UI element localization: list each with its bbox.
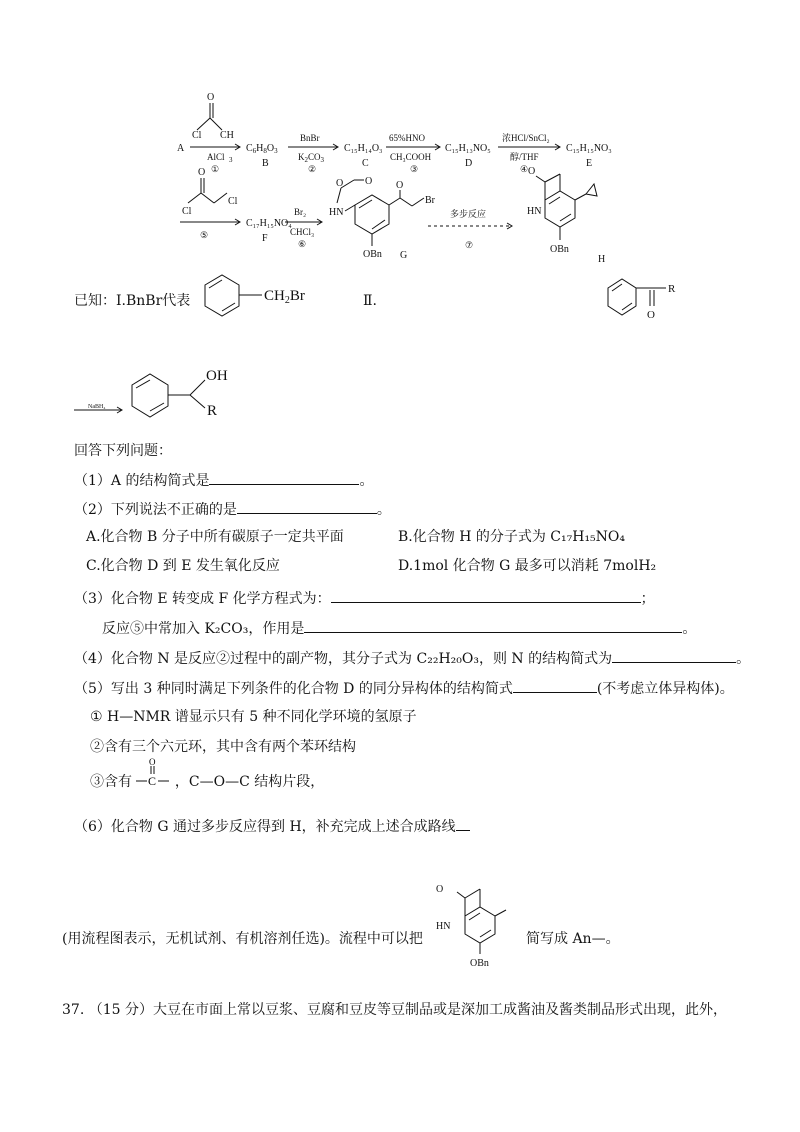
condition-3	[90, 758, 325, 791]
route-note-tail: 简写成 An—。	[526, 931, 620, 947]
oh-label: OH	[206, 368, 228, 384]
bond	[345, 205, 355, 211]
option-c: C.化合物 D 到 E 发生氧化反应	[86, 558, 280, 574]
thf-label: 醇/THF	[510, 152, 539, 162]
carbonyl-fragment	[136, 758, 170, 788]
step-number-4: ④	[520, 164, 529, 174]
condition-2: ②含有三个六元环，其中含有两个苯环结构	[90, 739, 356, 755]
h-benzene-ring	[545, 191, 575, 227]
hno3-label: 65%HNO	[389, 133, 425, 143]
g-benzene-ring	[355, 195, 389, 234]
question-3-text: （3）化合物 E 转变成 F 化学方程式为：	[74, 591, 331, 607]
oxygen-label: O	[528, 166, 536, 177]
oxygen-label: O	[207, 92, 215, 103]
r-label: R	[207, 403, 218, 419]
punct: ；	[640, 591, 655, 607]
bond	[190, 395, 205, 408]
option-d: D.1mol 化合物 G 最多可以消耗 7molH₂	[398, 558, 657, 574]
an-benzene-ring	[465, 907, 495, 943]
compound-e-formula: C₁₅H₁₅NO₃	[566, 143, 612, 154]
epoxide-ring	[586, 184, 597, 196]
condition-3-prefix: ③含有	[90, 774, 132, 790]
question-2-text: （2）下列说法不正确的是	[74, 502, 237, 518]
answer-blank-5[interactable]	[513, 678, 597, 693]
bond	[389, 198, 400, 205]
bond	[214, 193, 227, 203]
k2co3-label: $K_2CO_3$	[298, 152, 325, 164]
punct: 。	[736, 651, 751, 667]
bond	[201, 193, 214, 203]
bnbr-label: BnBr	[300, 133, 320, 143]
step-number-2: ②	[308, 164, 317, 174]
compound-c-label: C	[362, 158, 369, 169]
bond	[469, 913, 480, 920]
compound-e-label: E	[586, 158, 593, 169]
subscript: 3	[229, 156, 233, 164]
bond	[400, 198, 412, 206]
oxygen-label: O	[365, 176, 373, 187]
answer-blank-1[interactable]	[209, 470, 359, 485]
option-b: B.化合物 H 的分子式为 C₁₇H₁₅NO₄	[398, 529, 626, 545]
question-4	[74, 648, 750, 668]
br-label: Br	[425, 195, 435, 206]
an-fragment-structure	[430, 876, 520, 976]
bond	[480, 930, 491, 937]
punct: 。	[359, 473, 374, 489]
route-note: (用流程图表示，无机试剂、有机溶剂任选)。流程中可以把	[62, 931, 423, 947]
bond	[210, 118, 222, 130]
answer-blank-2[interactable]	[237, 499, 377, 514]
an-obn-label: OBn	[470, 958, 489, 969]
option-a: A.化合物 B 分子中所有碳原子一定共平面	[86, 529, 344, 545]
hcl-sncl2-label: 浓HCl/SnCl₂	[502, 133, 550, 143]
bond	[575, 194, 586, 200]
question-6-text: （6）化合物 G 通过多步反应得到 H，补充完成上述合成路线	[74, 819, 456, 835]
compound-f-formula: C₁₇H₁₅NO₄	[246, 218, 292, 229]
compound-a-label: A	[177, 143, 185, 154]
question-1-text: （1）A 的结构简式是	[74, 473, 210, 489]
an-hn-label: HN	[436, 921, 451, 932]
bond	[536, 176, 545, 182]
compound-d-formula: C₁₅H₁₃NO₅	[445, 143, 491, 154]
known-ii: Ⅱ.	[363, 293, 377, 309]
bond	[337, 188, 341, 203]
step-number-5: ⑤	[200, 230, 209, 240]
bond	[457, 892, 465, 898]
oxygen-label: O	[149, 758, 156, 767]
compound-h-label: H	[598, 254, 606, 265]
carbon-label: C	[148, 774, 157, 788]
question-4-text: （4）化合物 N 是反应②过程中的副产物，其分子式为 C₂₂H₂₀O₃，则 N 的结构简式为	[74, 651, 613, 667]
ch3-label: CH	[220, 130, 234, 141]
nabh4-label: NaBH₄	[88, 404, 106, 410]
intro-line: 回答下列问题：	[74, 443, 172, 459]
answer-blank-3b[interactable]	[304, 618, 682, 633]
question-1	[74, 470, 373, 490]
compound-d-label: D	[465, 158, 473, 169]
question-37: 37. （15 分）大豆在市面上常以豆浆、豆腐和豆皮等豆制品或是深加工成酱油及酱类制品形式出现，此外，	[62, 1002, 727, 1018]
oxygen-label: O	[396, 180, 404, 191]
step-number-7: ⑦	[465, 240, 474, 250]
question-5-tail: (不考虑立体异构体)。	[596, 681, 734, 697]
step-number-3: ③	[410, 164, 419, 174]
answer-blank-3[interactable]	[331, 588, 641, 603]
g-obn-label: OBn	[363, 249, 382, 260]
bond	[495, 910, 506, 916]
bond	[188, 193, 201, 203]
answer-blank-4[interactable]	[612, 648, 736, 663]
condition-3-suffix: ，C—O—C 结构片段，	[174, 774, 325, 790]
bond	[545, 174, 560, 182]
oxygen-label: O	[336, 178, 344, 189]
bond	[465, 889, 480, 898]
oxygen-label: O	[198, 167, 206, 178]
punct: 。	[682, 621, 697, 637]
compound-c-formula: C₁₅H₁₄O₃	[344, 143, 383, 154]
compound-b-label: B	[262, 158, 269, 169]
question-5-text: （5）写出 3 种同时满足下列条件的化合物 D 的同分异构体的结构简式	[74, 681, 513, 697]
synthesis-scheme	[0, 0, 800, 440]
known-intro: 已知：Ⅰ.BnBr代表	[74, 293, 191, 309]
h-hn-label: HN	[527, 206, 542, 217]
chcl3-label: CHCl₃	[290, 227, 315, 237]
cl-label: Cl	[182, 206, 192, 217]
answer-blank-6[interactable]	[456, 816, 470, 831]
question-2	[74, 499, 391, 519]
bond	[190, 380, 205, 395]
oxygen-label: O	[647, 309, 655, 321]
bond	[549, 197, 560, 204]
alcl3-label: AlCl	[207, 152, 225, 162]
benzyl-ring	[205, 275, 239, 316]
bond	[197, 118, 210, 130]
compound-g-label: G	[400, 250, 408, 261]
question-3b	[102, 618, 696, 638]
oxygen-label: O	[436, 884, 444, 895]
condition-1: ① H—NMR 谱显示只有 5 种不同化学环境的氢原子	[90, 709, 417, 725]
ch2br-label: $CH_2Br$	[264, 288, 305, 306]
question-3	[74, 588, 655, 608]
br2-label: Br₂	[294, 207, 307, 217]
r-label: R	[668, 283, 676, 295]
acoh-label: CH₃COOH	[390, 152, 432, 162]
carbonyl-drawing	[136, 758, 170, 788]
punct: 。	[376, 502, 391, 518]
question-5	[74, 678, 734, 698]
question-3b-text: 反应⑤中常加入 K₂CO₃，作用是	[102, 621, 305, 637]
multistep-label: 多步反应	[450, 209, 487, 219]
g-hn-label: HN	[329, 207, 344, 218]
cl-label: Cl	[228, 196, 238, 207]
bond	[412, 198, 424, 206]
bond	[560, 214, 571, 221]
compound-f-label: F	[262, 233, 268, 244]
question-6	[74, 816, 470, 836]
compound-b-formula: $C_6H_8O_3$	[246, 143, 278, 155]
step-number-1: ①	[211, 164, 220, 174]
h-obn-label: OBn	[550, 244, 569, 255]
step-number-6: ⑥	[298, 239, 307, 249]
cl-label: Cl	[192, 130, 202, 141]
